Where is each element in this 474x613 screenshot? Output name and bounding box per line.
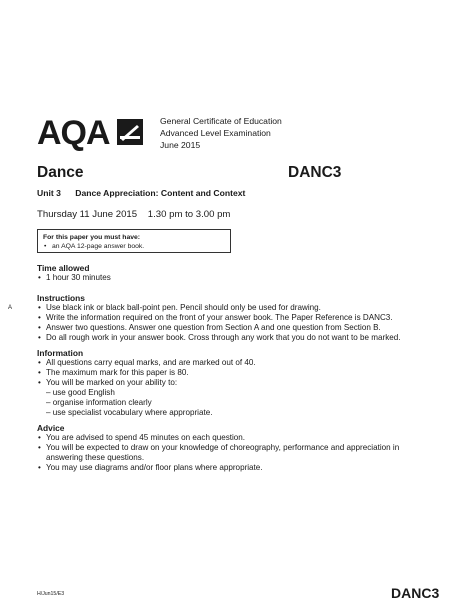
header-line-1: General Certificate of Education [160,116,282,126]
aqa-logo-text: AQA [37,114,110,152]
exam-header [160,115,282,151]
list-item: • All questions carry equal marks, and are marked out of 40. [37,358,256,368]
instructions-heading: Instructions [37,293,85,303]
list-item: • The maximum mark for this paper is 80. [37,368,256,378]
list-item: • 1 hour 30 minutes [37,273,111,283]
list-item: • You are advised to spend 45 minutes on each question. [37,433,399,443]
unit-title: Dance Appreciation: Content and Context [75,188,246,198]
list-item: • You will be marked on your ability to: [37,378,256,388]
paper-code: DANC3 [288,164,342,181]
header-line-2: Advanced Level Examination [160,128,271,138]
time-allowed-section [37,263,111,283]
unit-label: Unit 3 [37,188,61,198]
list-subitem: – organise information clearly [46,398,152,407]
list-item: • Do all rough work in your answer book. Cross through any work that you do not want to be marked. [37,333,401,343]
footer-code: DANC3 [391,585,440,601]
unit-line [37,188,245,198]
list-item: • Write the information required on the front of your answer book. The Paper Reference is DANC3. [37,313,401,323]
information-heading: Information [37,348,84,358]
paper-title: Dance [37,164,84,181]
advice-heading: Advice [37,423,65,433]
materials-item: • an AQA 12-page answer book. [43,242,225,251]
list-subitem: – use good English [46,388,115,397]
exam-date [37,209,230,220]
header-line-3: June 2015 [160,140,201,150]
list-subitem: – use specialist vocabulary where appropriate. [46,408,213,417]
list-continuation: answering these questions. [46,453,145,462]
materials-heading: For this paper you must have: [43,234,141,241]
footer-reference: H/Jun15/E3 [37,591,65,597]
exam-day: Thursday 11 June 2015 [37,209,138,220]
advice-section [37,423,399,473]
instructions-section [37,293,401,343]
information-section [37,348,256,418]
list-item: • Answer two questions. Answer one question from Section A and one question from Section B. [37,323,401,333]
list-item: • Use black ink or black ball-point pen. Pencil should only be used for drawing. [37,303,401,313]
margin-letter: A [8,305,13,311]
time-allowed-heading: Time allowed [37,263,90,273]
list-item: • You may use diagrams and/or floor plans where appropriate. [37,463,399,473]
list-item: • You will be expected to draw on your knowledge of choreography, performance and appreciation in [37,443,399,453]
aqa-logo [37,113,155,153]
materials-box [37,229,231,253]
aqa-logo-mark-icon [117,119,143,145]
exam-time: 1.30 pm to 3.00 pm [147,209,231,220]
